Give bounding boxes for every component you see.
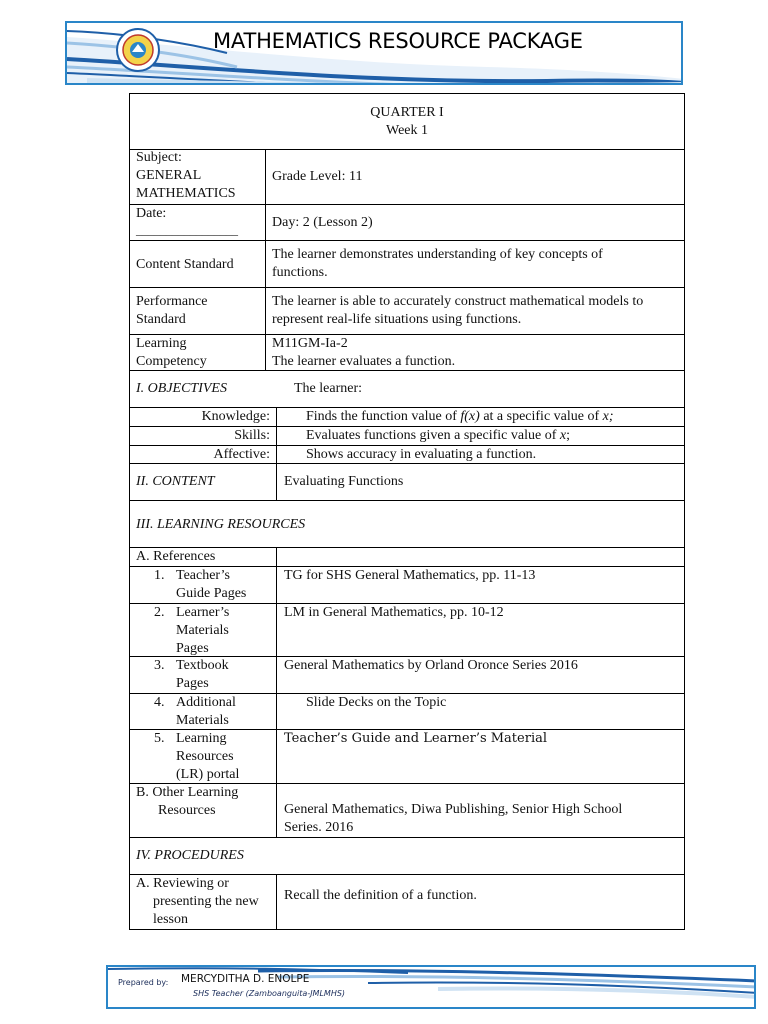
procedures-heading: IV. PROCEDURES	[136, 848, 244, 863]
resource-item-label: Learner’s	[176, 605, 230, 620]
resource-item-number: 1.	[154, 568, 165, 583]
content-standard-line1: The learner demonstrates understanding of key concepts of	[272, 247, 603, 262]
knowledge-text: Finds the function value of f(x) at a specific value of x;	[306, 409, 614, 424]
preparer-role: SHS Teacher (Zamboanguita-JMLMHS)	[193, 989, 346, 998]
procedure-a-label-line2: presenting the new	[153, 894, 259, 909]
competency-label-line1: Learning	[136, 336, 187, 351]
content-standard-line2: functions.	[272, 265, 328, 280]
other-resources-label-line1: B. Other Learning	[136, 785, 239, 800]
date-label: Date:	[136, 206, 167, 221]
procedure-a-value: Recall the definition of a function.	[284, 888, 477, 903]
resource-item-label: Learning	[176, 731, 227, 746]
resource-item-label: Additional	[176, 695, 236, 710]
resource-item-value: TG for SHS General Mathematics, pp. 11-13	[284, 568, 536, 583]
page-title: MATHEMATICS RESOURCE PACKAGE	[213, 29, 583, 53]
resource-item-row	[130, 604, 684, 657]
subject-value-line2: MATHEMATICS	[136, 186, 236, 201]
header-banner	[65, 21, 683, 85]
grade-level: Grade Level: 11	[272, 169, 363, 184]
competency-code: M11GM-Ia-2	[272, 336, 348, 351]
subject-label: Subject:	[136, 150, 182, 165]
performance-label-line2: Standard	[136, 312, 186, 327]
other-resources-value-line2: Series. 2016	[284, 820, 354, 835]
objective-skills-row	[130, 427, 684, 446]
resources-heading-row	[130, 501, 684, 548]
competency-text: The learner evaluates a function.	[272, 354, 456, 369]
content-row	[130, 464, 684, 501]
resource-item-row	[130, 657, 684, 694]
resource-item-number: 4.	[154, 695, 165, 710]
resource-item-number: 5.	[154, 731, 165, 746]
affective-text: Shows accuracy in evaluating a function.	[306, 447, 537, 462]
procedure-a-row	[130, 875, 684, 929]
performance-standard-row	[130, 288, 684, 335]
resource-item-label: Materials	[176, 713, 229, 728]
procedures-heading-row	[130, 838, 684, 875]
resource-item-value: LM in General Mathematics, pp. 10-12	[284, 605, 504, 620]
deped-seal-logo	[115, 27, 161, 73]
references-label: A. References	[136, 549, 216, 564]
objective-affective-row	[130, 446, 684, 464]
content-value: Evaluating Functions	[284, 474, 404, 489]
preparer-name: MERCYDITHA D. ENOLPE	[181, 973, 310, 985]
references-row	[130, 548, 684, 567]
subject-value-line1: GENERAL	[136, 168, 202, 183]
knowledge-label: Knowledge:	[201, 409, 270, 424]
objectives-heading: I. OBJECTIVES	[136, 381, 227, 396]
resource-item-value: Teacher’s Guide and Learner’s Material	[284, 731, 548, 746]
day-label: Day: 2 (Lesson 2)	[272, 215, 373, 230]
other-resources-value-line1: General Mathematics, Diwa Publishing, Senior High School	[284, 802, 623, 817]
other-resources-label-line2: Resources	[158, 803, 216, 818]
resource-item-label: (LR) portal	[176, 767, 240, 782]
resource-item-label: Resources	[176, 749, 234, 764]
skills-label: Skills:	[234, 428, 270, 443]
resource-item-value: Slide Decks on the Topic	[306, 695, 447, 710]
quarter-label: QUARTER I	[370, 105, 444, 120]
competency-row	[130, 335, 684, 371]
date-blank: _________________	[136, 223, 238, 237]
resource-item-number: 2.	[154, 605, 165, 620]
performance-line2: represent real-life situations using functions.	[272, 312, 522, 327]
competency-label-line2: Competency	[136, 354, 207, 369]
resource-item-row	[130, 567, 684, 604]
resource-item-label: Pages	[176, 641, 209, 656]
objectives-lead: The learner:	[294, 381, 363, 396]
resource-item-value: General Mathematics by Orland Oronce Series 2016	[284, 658, 578, 673]
resource-item-row	[130, 730, 684, 784]
performance-label-line1: Performance	[136, 294, 208, 309]
affective-label: Affective:	[213, 447, 270, 462]
content-standard-label: Content Standard	[136, 257, 234, 272]
objectives-heading-row	[130, 371, 684, 408]
resource-item-label: Guide Pages	[176, 586, 247, 601]
resource-item-label: Teacher’s	[176, 568, 230, 583]
objective-knowledge-row	[130, 408, 684, 427]
resource-item-number: 3.	[154, 658, 165, 673]
prepared-by-label: Prepared by:	[118, 978, 169, 987]
week-label: Week 1	[385, 123, 429, 138]
other-resources-row	[130, 784, 684, 838]
performance-line1: The learner is able to accurately construct mathematical models to	[272, 294, 644, 309]
resources-heading: III. LEARNING RESOURCES	[136, 517, 306, 532]
skills-text: Evaluates functions given a specific value of x;	[306, 428, 570, 443]
resource-item-row	[130, 694, 684, 730]
date-row	[130, 205, 684, 241]
content-heading: II. CONTENT	[136, 474, 215, 489]
resource-item-label: Pages	[176, 676, 209, 691]
procedure-a-label-line3: lesson	[153, 912, 188, 927]
lesson-plan-table	[129, 93, 685, 930]
resource-item-label: Materials	[176, 623, 229, 638]
subject-row	[130, 150, 684, 205]
content-standard-row	[130, 241, 684, 288]
procedure-a-label-line1: A. Reviewing or	[136, 876, 229, 891]
footer-banner	[106, 965, 756, 1009]
resource-item-label: Textbook	[176, 658, 229, 673]
quarter-row	[130, 94, 684, 150]
